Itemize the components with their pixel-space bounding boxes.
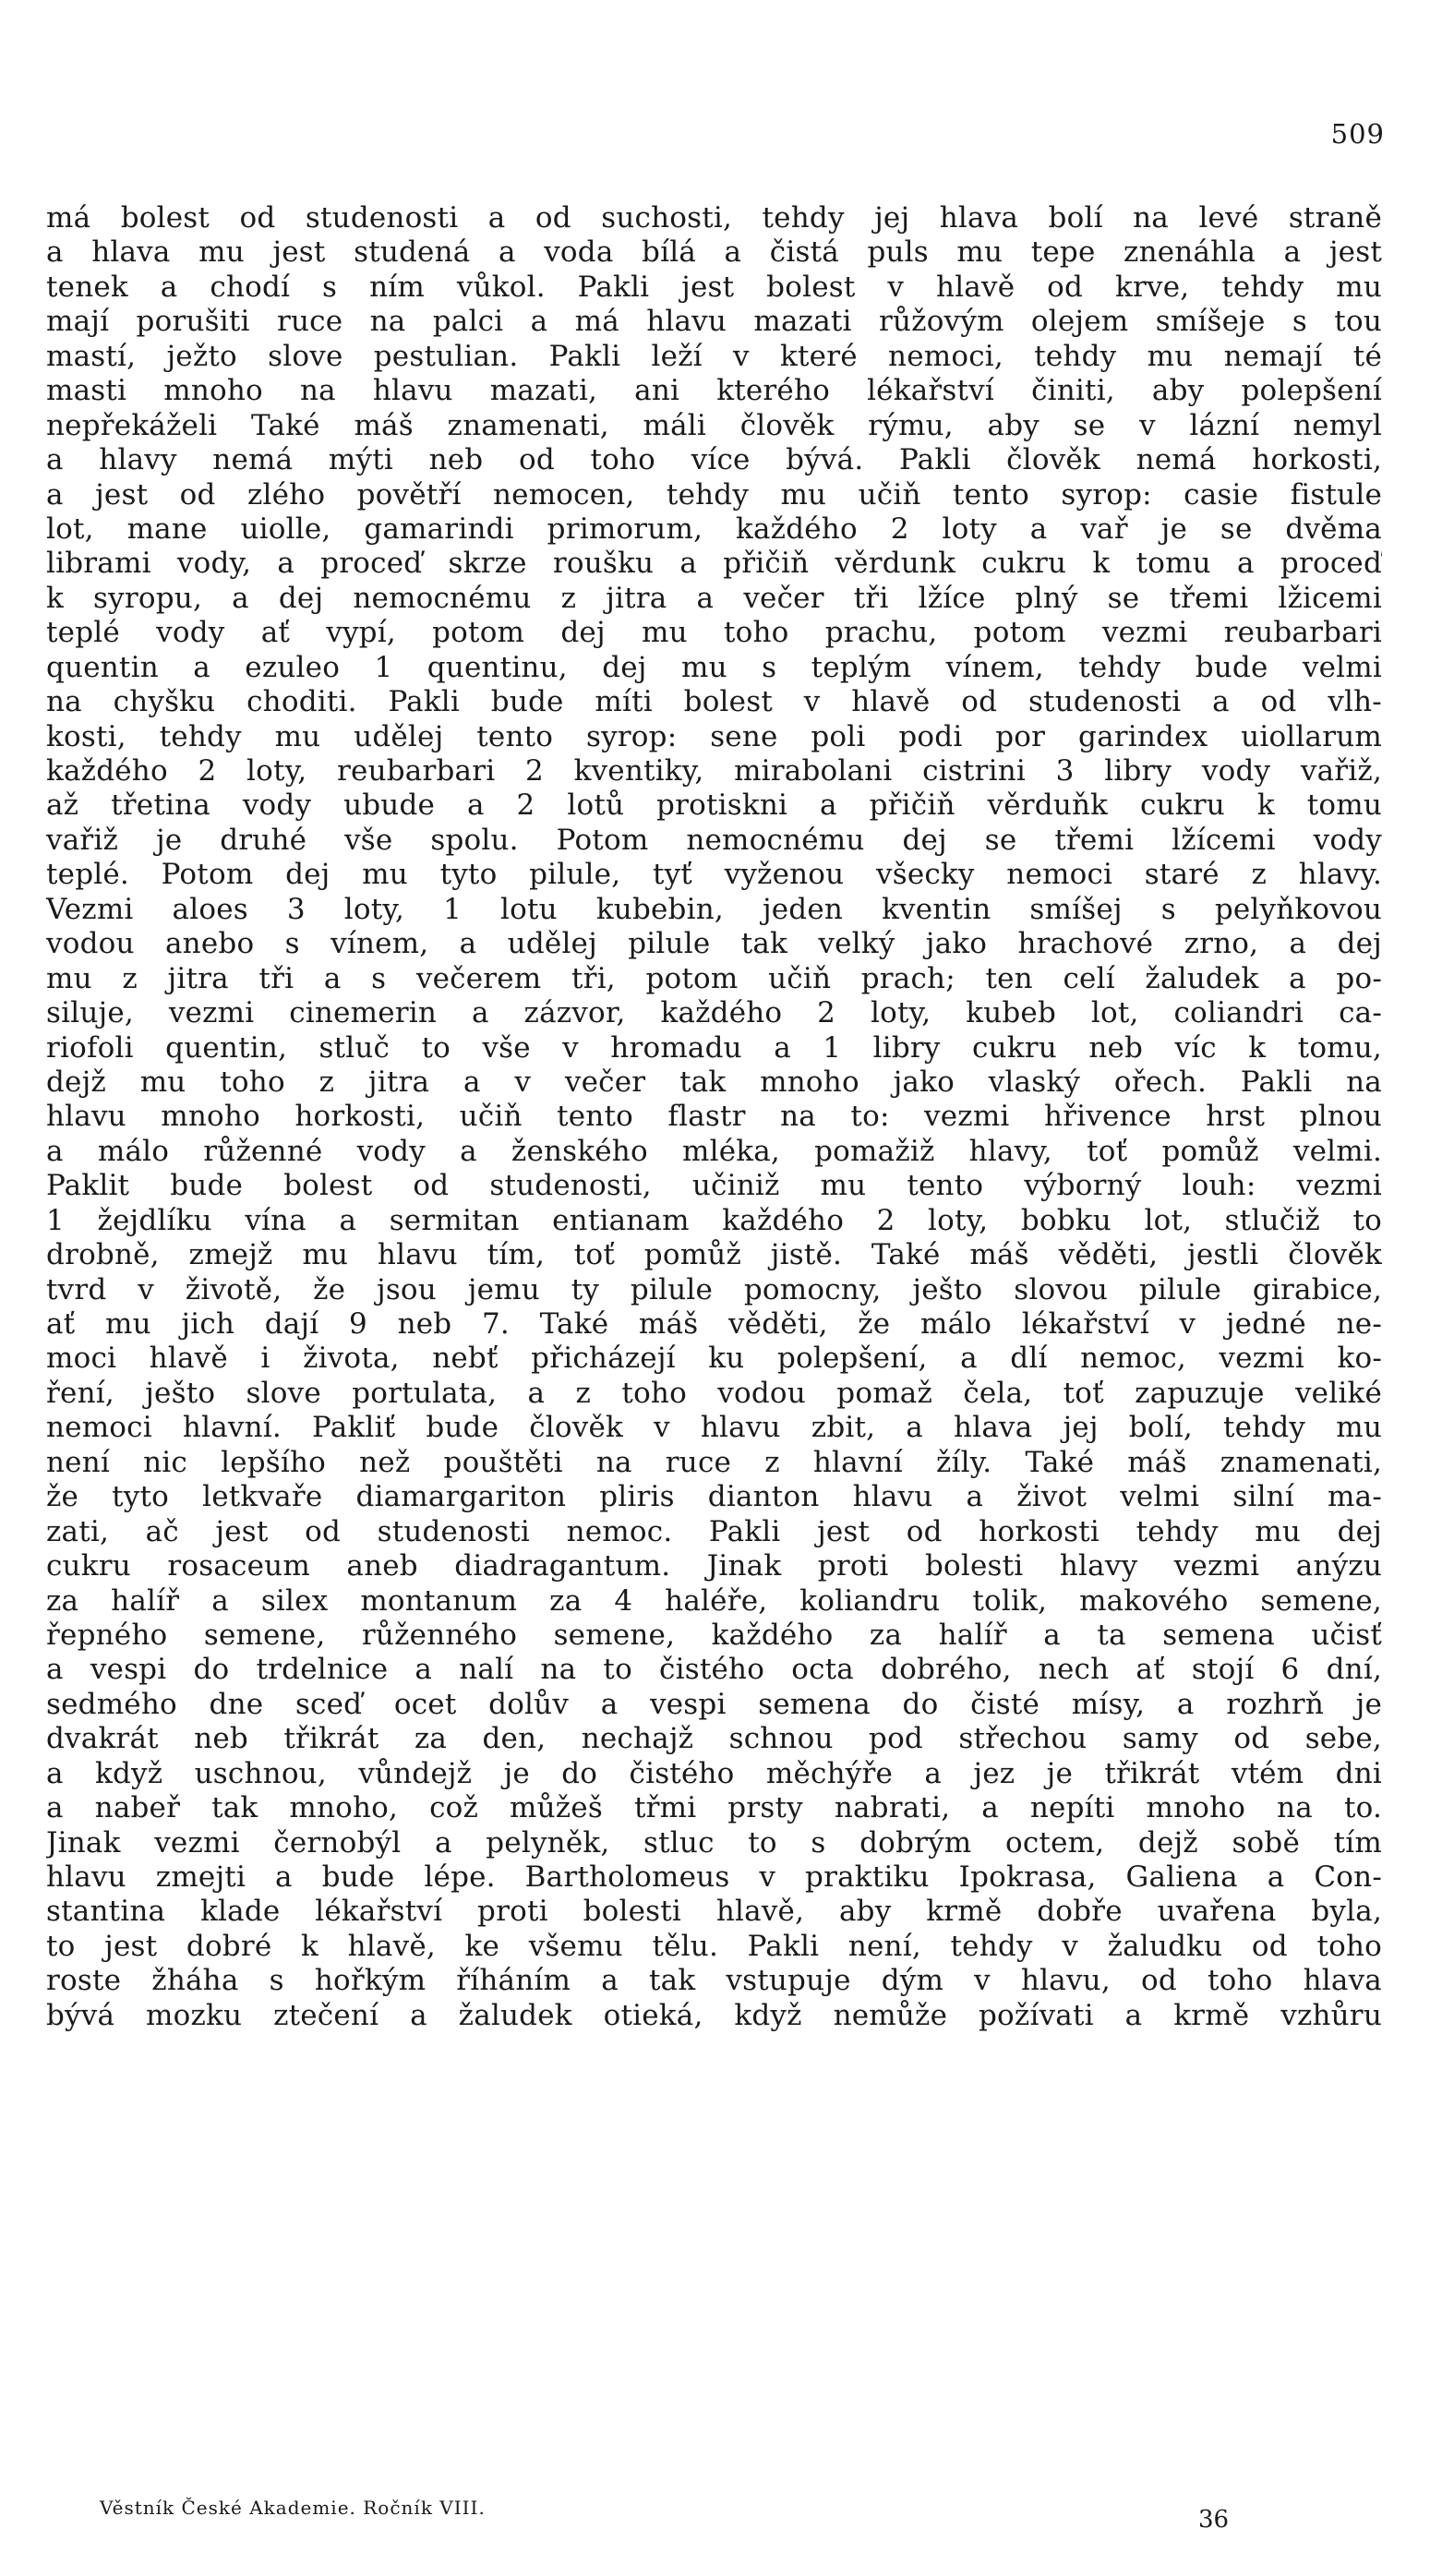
text-line: a málo růženné vody a ženského mléka, pomažiž hlavy, toť pomůž velmi. [46, 1134, 1382, 1168]
text-line: dvakrát neb třikrát za den, nechajž schnou pod střechou samy od sebe, [46, 1722, 1382, 1756]
text-line: a vespi do trdelnice a nalí na to čistého octa dobrého, nech ať stojí 6 dní, [46, 1653, 1382, 1687]
text-line: sedmého dne sceď ocet dolův a vespi semena do čisté mísy, a rozhrň je [46, 1687, 1382, 1721]
text-line: masti mnoho na hlavu mazati, ani kterého lékařství činiti, aby polepšení [46, 374, 1382, 408]
text-line: každého 2 loty, reubarbari 2 kventiky, mirabolani cistrini 3 libry vody vařiž, [46, 754, 1382, 788]
text-line: quentin a ezuleo 1 quentinu, dej mu s teplým vínem, tehdy bude velmi [46, 650, 1382, 684]
text-line: a hlava mu jest studená a voda bílá a čistá puls mu tepe znenáhla a jest [46, 235, 1382, 270]
text-line: že tyto letkvaře diamargariton pliris dianton hlavu a život velmi silní ma- [46, 1480, 1382, 1514]
text-line: k syropu, a dej nemocnému z jitra a večer tři lžíce plný se třemi lžicemi [46, 581, 1382, 615]
text-line: kosti, tehdy mu udělej tento syrop: sene poli podi por garindex uiollarum [46, 719, 1382, 753]
text-line: librami vody, a proceď skrze roušku a přičiň věrdunk cukru k tomu a proceď [46, 547, 1382, 581]
text-line: mastí, ježto slove pestulian. Pakli leží v které nemoci, tehdy mu nemají té [46, 339, 1382, 373]
text-line: 1 žejdlíku vína a sermitan entianam každého 2 loty, bobku lot, stlučiž to [46, 1203, 1382, 1237]
body-text [46, 201, 1382, 2033]
text-line: hlavu zmejti a bude lépe. Bartholomeus v praktiku Ipokrasa, Galiena a Con- [46, 1860, 1382, 1894]
text-line: a hlavy nemá mýti neb od toho více bývá. Pakli člověk nemá horkosti, [46, 443, 1382, 477]
text-line: to jest dobré k hlavě, ke všemu tělu. Pakli není, tehdy v žaludku od toho [46, 1929, 1382, 1963]
page-number: 509 [1330, 118, 1385, 150]
text-line: a když uschnou, vůndejž je do čistého měchýře a jez je třikrát vtém dni [46, 1756, 1382, 1790]
text-line: teplé vody ať vypí, potom dej mu toho prachu, potom vezmi reubarbari [46, 616, 1382, 650]
text-line: řepného semene, růženného semene, každého za halíř a ta semena učisť [46, 1618, 1382, 1652]
text-line: vodou anebo s vínem, a udělej pilule tak velký jako hrachové zrno, a dej [46, 927, 1382, 961]
text-line: lot, mane uiolle, gamarindi primorum, každého 2 loty a vař je se dvěma [46, 512, 1382, 546]
text-line: roste žháha s hořkým říháním a tak vstupuje dým v hlavu, od toho hlava [46, 1964, 1382, 1998]
text-line: siluje, vezmi cinemerin a zázvor, každého 2 loty, kubeb lot, coliandri ca- [46, 996, 1382, 1030]
text-line: není nic lepšího než pouštěti na ruce z hlavní žíly. Také máš znamenati, [46, 1445, 1382, 1479]
text-line: stantina klade lékařství proti bolesti hlavě, aby krmě dobře uvařena byla, [46, 1895, 1382, 1929]
text-line: teplé. Potom dej mu tyto pilule, tyť vyženou všecky nemoci staré z hlavy. [46, 858, 1382, 892]
footer-journal-title: Věstník České Akademie. Ročník VIII. [100, 2497, 486, 2519]
text-line: nepřekáželi Také máš znamenati, máli člověk rýmu, aby se v lázní nemyl [46, 408, 1382, 442]
text-line: za halíř a silex montanum za 4 haléře, koliandru tolik, makového semene, [46, 1583, 1382, 1618]
text-line: bývá mozku ztečení a žaludek otieká, když nemůže požívati a krmě vzhůru [46, 1998, 1382, 2032]
text-line: mají porušiti ruce na palci a má hlavu mazati růžovým olejem smíšeje s tou [46, 305, 1382, 339]
text-line: zati, ač jest od studenosti nemoc. Pakli jest od horkosti tehdy mu dej [46, 1514, 1382, 1548]
text-line: moci hlavě i života, nebť přicházejí ku polepšení, a dlí nemoc, vezmi ko- [46, 1342, 1382, 1376]
text-line: hlavu mnoho horkosti, učiň tento flastr na to: vezmi hřivence hrst plnou [46, 1100, 1382, 1134]
text-line: ření, ješto slove portulata, a z toho vodou pomaž čela, toť zapuzuje veliké [46, 1376, 1382, 1410]
text-line: vařiž je druhé vše spolu. Potom nemocnému dej se třemi lžícemi vody [46, 823, 1382, 857]
text-line: nemoci hlavní. Pakliť bude člověk v hlavu zbit, a hlava jej bolí, tehdy mu [46, 1411, 1382, 1445]
text-line: a nabeř tak mnoho, což můžeš třmi prsty nabrati, a nepíti mnoho na to. [46, 1791, 1382, 1825]
text-line: a jest od zlého povětří nemocen, tehdy mu učiň tento syrop: casie fistule [46, 477, 1382, 512]
text-line: ať mu jich dají 9 neb 7. Také máš věděti, že málo lékařství v jedné ne- [46, 1307, 1382, 1341]
text-line: Vezmi aloes 3 loty, 1 lotu kubebin, jeden kventin smíšej s pelyňkovou [46, 892, 1382, 926]
text-line: riofoli quentin, stluč to vše v hromadu a 1 libry cukru neb víc k tomu, [46, 1030, 1382, 1065]
signature-mark: 36 [1198, 2506, 1230, 2534]
text-line: má bolest od studenosti a od suchosti, tehdy jej hlava bolí na levé straně [46, 201, 1382, 235]
text-line: až třetina vody ubude a 2 lotů protiskni a přičiň věrduňk cukru k tomu [46, 788, 1382, 823]
text-line: tvrd v životě, že jsou jemu ty pilule pomocny, ješto slovou pilule girabice, [46, 1272, 1382, 1306]
text-line: dejž mu toho z jitra a v večer tak mnoho jako vlaský ořech. Pakli na [46, 1065, 1382, 1099]
text-line: Paklit bude bolest od studenosti, učiniž mu tento výborný louh: vezmi [46, 1169, 1382, 1203]
text-line: drobně, zmejž mu hlavu tím, toť pomůž jistě. Také máš věděti, jestli člověk [46, 1238, 1382, 1272]
text-line: cukru rosaceum aneb diadragantum. Jinak proti bolesti hlavy vezmi anýzu [46, 1549, 1382, 1583]
text-line: Jinak vezmi černobýl a pelyněk, stluc to s dobrým octem, dejž sobě tím [46, 1825, 1382, 1860]
text-line: na chyšku choditi. Pakli bude míti bolest v hlavě od studenosti a od vlh- [46, 685, 1382, 719]
text-line: mu z jitra tři a s večerem tři, potom učiň prach; ten celí žaludek a po- [46, 961, 1382, 995]
text-line: tenek a chodí s ním vůkol. Pakli jest bolest v hlavě od krve, tehdy mu [46, 270, 1382, 304]
